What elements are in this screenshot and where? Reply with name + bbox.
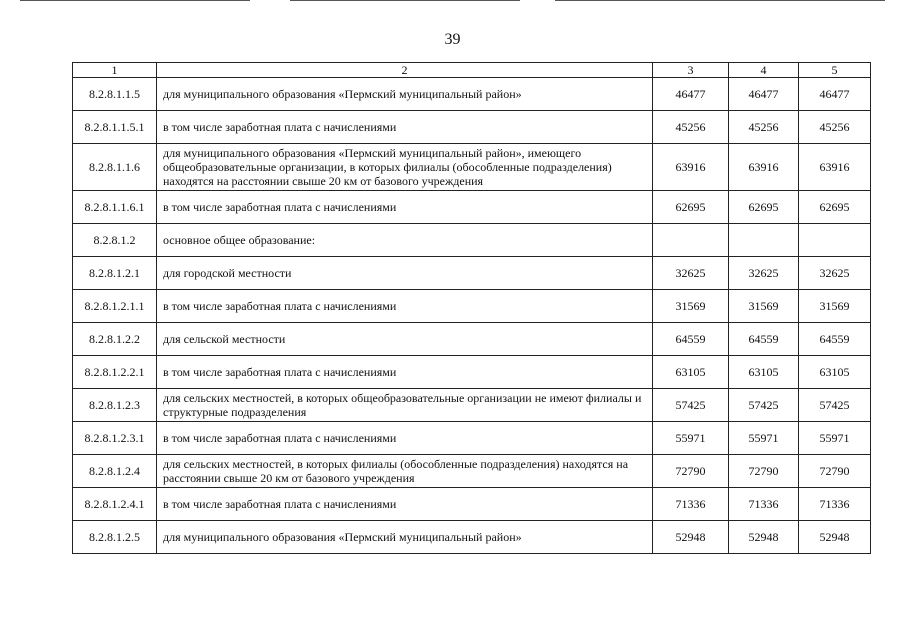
row-value-col3: 31569 xyxy=(653,290,729,323)
row-description: в том числе заработная плата с начислениями xyxy=(157,422,653,455)
row-code: 8.2.8.1.1.5.1 xyxy=(73,111,157,144)
row-value-col4: 45256 xyxy=(729,111,799,144)
column-header-2: 2 xyxy=(157,63,653,78)
row-code: 8.2.8.1.2.5 xyxy=(73,521,157,554)
row-value-col4: 52948 xyxy=(729,521,799,554)
row-value-col3: 32625 xyxy=(653,257,729,290)
row-value-col5: 46477 xyxy=(799,78,871,111)
row-value-col4: 46477 xyxy=(729,78,799,111)
row-value-col5: 64559 xyxy=(799,323,871,356)
row-value-col4: 63105 xyxy=(729,356,799,389)
table-row xyxy=(73,488,871,521)
row-code: 8.2.8.1.2.3 xyxy=(73,389,157,422)
table-row xyxy=(73,144,871,191)
row-value-col3: 63916 xyxy=(653,144,729,191)
row-description: для сельских местностей, в которых филиалы (обособленные подразделения) находятся на расстоянии свыше 20 км от базового учреждения xyxy=(157,455,653,488)
table-row xyxy=(73,111,871,144)
row-value-col4: 55971 xyxy=(729,422,799,455)
table-row xyxy=(73,191,871,224)
row-value-col5: 72790 xyxy=(799,455,871,488)
row-description: основное общее образование: xyxy=(157,224,653,257)
row-value-col5: 31569 xyxy=(799,290,871,323)
column-header-4: 4 xyxy=(729,63,799,78)
row-value-col5: 63105 xyxy=(799,356,871,389)
row-value-col5: 52948 xyxy=(799,521,871,554)
row-description: в том числе заработная плата с начислениями xyxy=(157,488,653,521)
row-code: 8.2.8.1.2.1.1 xyxy=(73,290,157,323)
row-value-col4: 64559 xyxy=(729,323,799,356)
row-description: для сельской местности xyxy=(157,323,653,356)
header-row xyxy=(73,63,871,78)
row-value-col5: 45256 xyxy=(799,111,871,144)
row-description: в том числе заработная плата с начислениями xyxy=(157,191,653,224)
table-row xyxy=(73,323,871,356)
row-value-col5: 57425 xyxy=(799,389,871,422)
table-row xyxy=(73,455,871,488)
row-code: 8.2.8.1.1.5 xyxy=(73,78,157,111)
table-row xyxy=(73,78,871,111)
row-description: в том числе заработная плата с начислениями xyxy=(157,356,653,389)
row-code: 8.2.8.1.2 xyxy=(73,224,157,257)
row-value-col4 xyxy=(729,224,799,257)
row-value-col5: 62695 xyxy=(799,191,871,224)
row-code: 8.2.8.1.2.2 xyxy=(73,323,157,356)
data-table xyxy=(72,62,871,554)
row-value-col3: 72790 xyxy=(653,455,729,488)
row-value-col5: 32625 xyxy=(799,257,871,290)
table-row xyxy=(73,422,871,455)
row-value-col3 xyxy=(653,224,729,257)
row-description: для муниципального образования «Пермский муниципальный район», имеющего общеобразовательные организации, в которых филиалы (обособленные подразделения) находятся на расстоянии свыше 20 км от базового учреждения xyxy=(157,144,653,191)
row-value-col5: 55971 xyxy=(799,422,871,455)
row-description: для городской местности xyxy=(157,257,653,290)
top-rule-middle xyxy=(290,0,520,1)
row-code: 8.2.8.1.2.3.1 xyxy=(73,422,157,455)
top-rule-left xyxy=(20,0,250,1)
page-number: 39 xyxy=(444,31,461,48)
row-value-col4: 31569 xyxy=(729,290,799,323)
row-description: в том числе заработная плата с начислениями xyxy=(157,290,653,323)
row-value-col5: 63916 xyxy=(799,144,871,191)
row-value-col3: 45256 xyxy=(653,111,729,144)
top-rule-right xyxy=(555,0,885,1)
row-description: в том числе заработная плата с начислениями xyxy=(157,111,653,144)
row-description: для муниципального образования «Пермский муниципальный район» xyxy=(157,521,653,554)
row-value-col4: 62695 xyxy=(729,191,799,224)
row-value-col5: 71336 xyxy=(799,488,871,521)
row-value-col4: 32625 xyxy=(729,257,799,290)
row-code: 8.2.8.1.2.4.1 xyxy=(73,488,157,521)
table-row xyxy=(73,521,871,554)
row-code: 8.2.8.1.2.2.1 xyxy=(73,356,157,389)
row-value-col4: 71336 xyxy=(729,488,799,521)
row-value-col3: 46477 xyxy=(653,78,729,111)
row-value-col4: 63916 xyxy=(729,144,799,191)
table-row xyxy=(73,224,871,257)
row-value-col3: 57425 xyxy=(653,389,729,422)
table-row xyxy=(73,257,871,290)
row-code: 8.2.8.1.1.6.1 xyxy=(73,191,157,224)
column-header-5: 5 xyxy=(799,63,871,78)
row-code: 8.2.8.1.2.1 xyxy=(73,257,157,290)
column-header-1: 1 xyxy=(73,63,157,78)
table-row xyxy=(73,356,871,389)
row-value-col3: 52948 xyxy=(653,521,729,554)
row-value-col3: 55971 xyxy=(653,422,729,455)
table-row xyxy=(73,290,871,323)
column-header-3: 3 xyxy=(653,63,729,78)
row-value-col3: 63105 xyxy=(653,356,729,389)
row-code: 8.2.8.1.2.4 xyxy=(73,455,157,488)
row-value-col3: 62695 xyxy=(653,191,729,224)
row-value-col3: 64559 xyxy=(653,323,729,356)
row-value-col4: 72790 xyxy=(729,455,799,488)
row-description: для сельских местностей, в которых общеобразовательные организации не имеют филиалы и структурные подразделения xyxy=(157,389,653,422)
row-value-col4: 57425 xyxy=(729,389,799,422)
row-description: для муниципального образования «Пермский муниципальный район» xyxy=(157,78,653,111)
row-value-col3: 71336 xyxy=(653,488,729,521)
row-value-col5 xyxy=(799,224,871,257)
row-code: 8.2.8.1.1.6 xyxy=(73,144,157,191)
table-row xyxy=(73,389,871,422)
